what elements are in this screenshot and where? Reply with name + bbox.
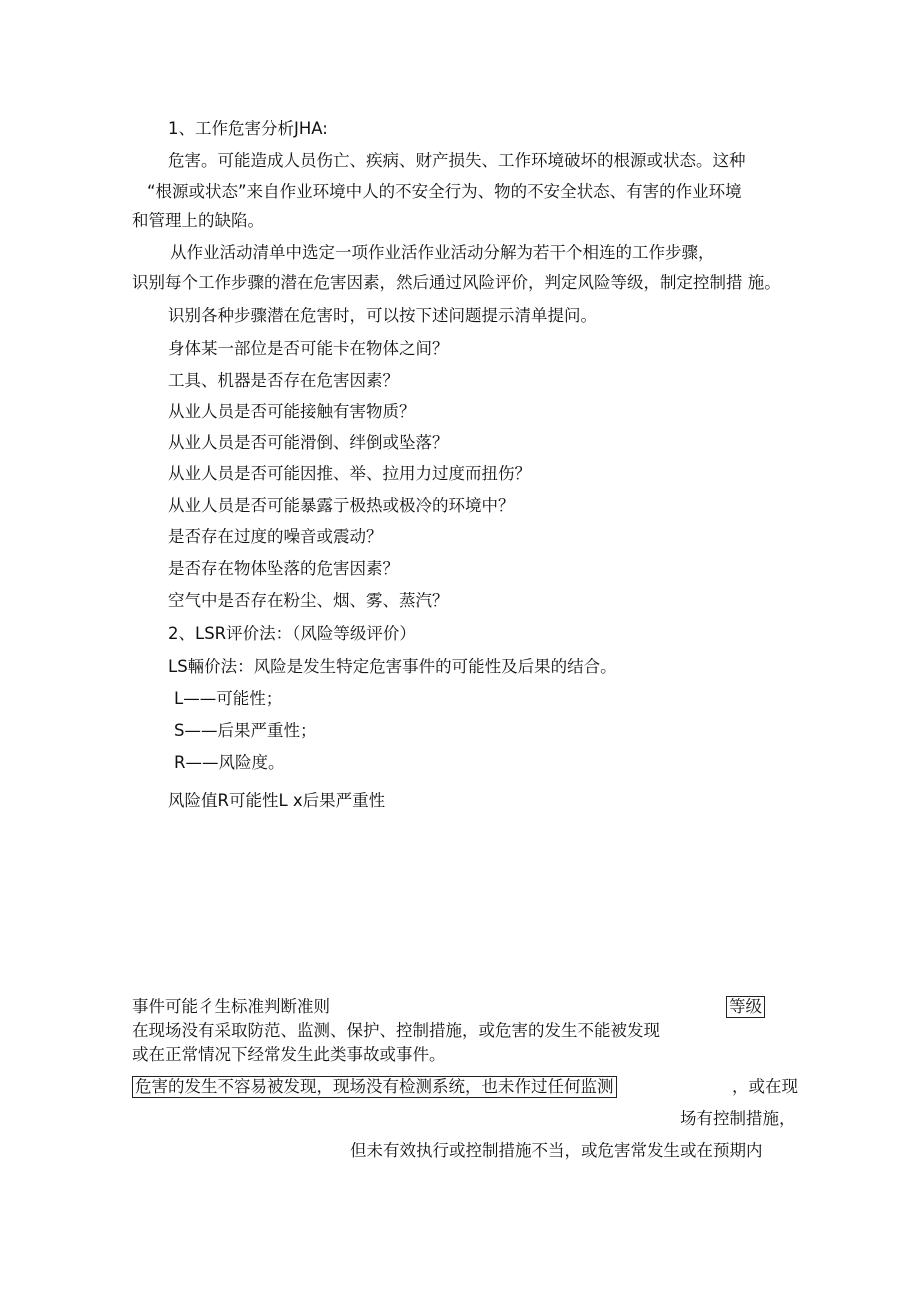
hazard-definition-line-2: “根源或状态”来自作业环境中人的不安全行为、物的不安全状态、有害的作业环境 (147, 182, 742, 201)
criteria-row-2-tail: ，或在现 (732, 1077, 798, 1096)
question-item: 从业人员是否可能暴露亍极热或极冷的环境中？ (168, 496, 515, 515)
hazard-definition-line-1: 危害。可能造成人员伤亡、疾病、财产损失、工作环境破坏的根源或状态。这种 (168, 151, 746, 170)
criteria-header: 事件可能彳生标准判断准则 (132, 997, 330, 1016)
method-line-1: 从作业活动清单中选定一项作业活作业活动分解为若干个相连的工作步骤， (170, 243, 715, 262)
criteria-row-1-line-1: 在现场没有采取防范、监测、保护、控制措施，或危害的发生不能被发现 (132, 1021, 660, 1040)
question-item: 工具、机器是否存在危害因素？ (168, 371, 399, 390)
question-item: 空气中是否存在粉尘、烟、雾、蒸汽？ (168, 591, 449, 610)
question-item: 是否存在过度的噪音或震动？ (168, 527, 383, 546)
grade-header: 等级 (726, 996, 765, 1018)
ls-definition: LS輛价法：风险是发生特定危害事件的可能性及后果的结合。 (168, 657, 617, 676)
hazard-definition-line-3: 和管理上的缺陷。 (132, 211, 264, 230)
method-line-2: 识别每个工作步骤的潜在危害因素，然后通过风险评价，判定风险等级，制定控制措 施。 (132, 273, 781, 292)
r-definition: R——风险度。 (174, 753, 285, 772)
risk-formula: 风险值R可能性L x后果严重性 (168, 791, 386, 810)
criteria-row-2-line-3: 但未有效执行或控制措施不当，或危害常发生或在预期内 (350, 1141, 763, 1160)
criteria-row-2-line-2: 场有控制措施， (680, 1109, 796, 1128)
question-item: 身体某一部位是否可能卡在物体之间？ (168, 339, 449, 358)
section-2-heading: 2、LSR评价法：（风险等级评价） (168, 624, 416, 643)
criteria-row-2-boxed: 危害的发生不容易被发现，现场没有检测系统，也未作过任何监测 (132, 1076, 617, 1098)
question-item: 从业人员是否可能因推、举、拉用力过度而扭伤？ (168, 464, 531, 483)
section-1-heading: 1、工作危害分析JHA: (168, 119, 328, 138)
s-definition: S——后果严重性； (174, 721, 317, 740)
question-item: 是否存在物体坠落的危害因素？ (168, 559, 399, 578)
question-item: 从业人员是否可能滑倒、绊倒或坠落？ (168, 433, 449, 452)
identify-intro: 识别各种步骤潜在危害时，可以按下述问题提示清单提问。 (168, 306, 597, 325)
criteria-row-1-line-2: 或在正常情况下经常发生此类事故或事件。 (132, 1045, 446, 1064)
l-definition: L——可能性； (174, 689, 283, 708)
question-item: 从业人员是否可能接触有害物质？ (168, 402, 416, 421)
